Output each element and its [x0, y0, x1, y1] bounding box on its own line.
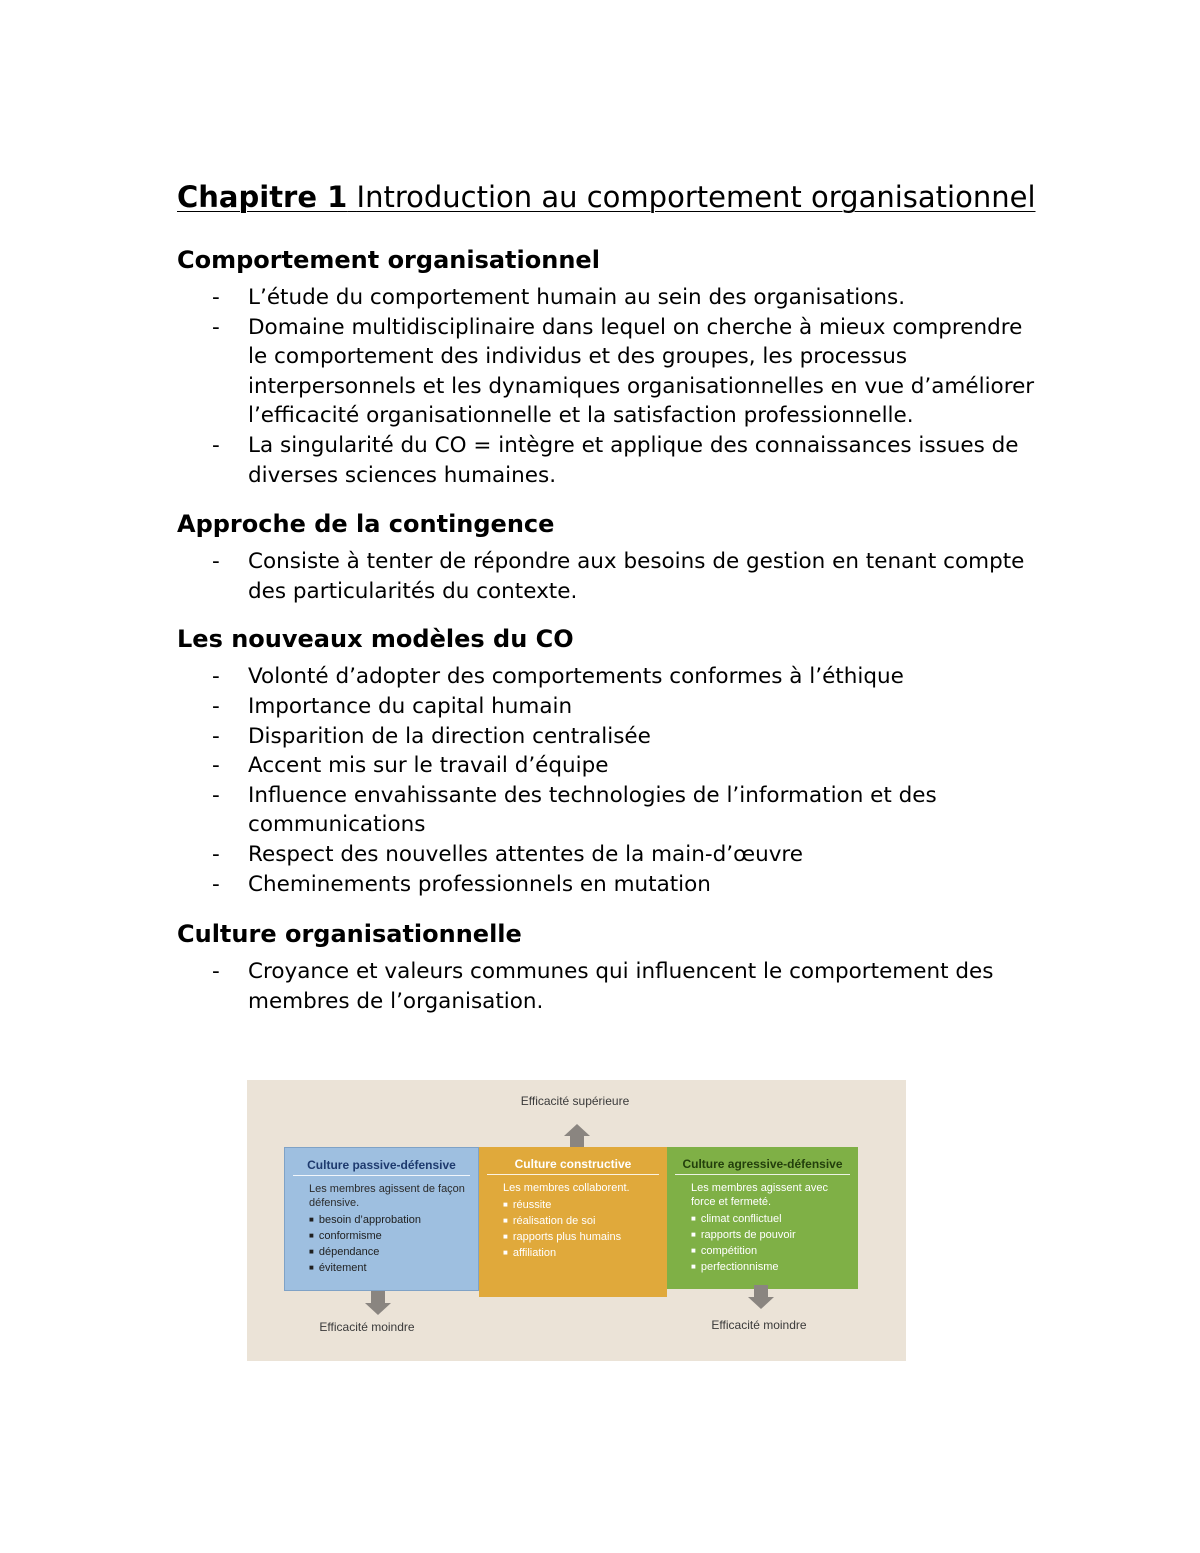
- chapter-number: Chapitre 1: [177, 180, 348, 214]
- list-item-text: Influence envahissante des technologies de l’information et des communications: [248, 782, 937, 838]
- list-item: [177, 692, 1037, 722]
- bullet-dash: -: [212, 314, 220, 340]
- bullet-dash: -: [212, 285, 220, 310]
- box-item: ■ rapports de pouvoir: [691, 1227, 858, 1243]
- box-item: ■ évitement: [309, 1260, 478, 1276]
- list-item: [177, 722, 1037, 752]
- list-item: [177, 870, 1037, 900]
- list-item: [177, 431, 1037, 490]
- box-item: ■ besoin d’approbation: [309, 1212, 478, 1228]
- list-item-text: Consiste à tenter de répondre aux besoins de gestion en tenant compte des particularités du contexte.: [248, 549, 1025, 604]
- box-item: ■ climat conflictuel: [691, 1211, 858, 1227]
- arrow-down-stem: [371, 1291, 385, 1303]
- box-item: ■ réalisation de soi: [503, 1213, 667, 1229]
- aggressive-defensive-box: [667, 1147, 858, 1289]
- list-item: [177, 781, 1037, 840]
- box-item: ■ perfectionnisme: [691, 1259, 858, 1275]
- list-item-text: Importance du capital humain: [248, 693, 573, 719]
- list-item: [177, 547, 1037, 606]
- bullet-dash: -: [212, 959, 220, 985]
- box-title: Culture constructive: [487, 1157, 659, 1175]
- chapter-heading: [177, 176, 1037, 218]
- box-description: Les membres agissent avec force et fermeté.: [691, 1182, 828, 1208]
- section-title: Les nouveaux modèles du CO: [177, 625, 574, 654]
- list-item-text: Respect des nouvelles attentes de la main-d’œuvre: [248, 841, 804, 867]
- list-item-text: La singularité du CO = intègre et applique des connaissances issues de diverses sciences humaines.: [248, 432, 1019, 488]
- arrow-down-icon: [365, 1303, 391, 1315]
- box-item: ■ réussite: [503, 1197, 667, 1213]
- list-item-text: Croyance et valeurs communes qui influencent le comportement des membres de l’organisation.: [248, 959, 994, 1014]
- section-title: Approche de la contingence: [177, 510, 555, 539]
- list-item-text: Domaine multidisciplinaire dans lequel on cherche à mieux comprendre le comportement des individus et des groupes, les processus interpersonnels et les dynamiques organisationnelles en vue d’améliorer l’efficacité organisationnelle et la satisfaction professionnelle.: [248, 314, 1035, 429]
- list-item-text: Accent mis sur le travail d’équipe: [248, 753, 609, 779]
- box-item: ■ dépendance: [309, 1244, 478, 1260]
- bullet-dash: -: [212, 693, 220, 719]
- bullet-dash: -: [212, 549, 220, 575]
- document-content: [177, 176, 1037, 1016]
- list-item: [177, 751, 1037, 781]
- bullet-dash: -: [212, 432, 220, 458]
- bullet-dash: -: [212, 723, 220, 749]
- section-title: Culture organisationnelle: [177, 920, 522, 949]
- box-title: Culture passive-défensive: [293, 1158, 470, 1176]
- box-item: ■ compétition: [691, 1243, 858, 1259]
- culture-diagram-image: [247, 1080, 906, 1361]
- bullet-dash: -: [212, 753, 220, 779]
- efficacy-bottom-left-label: Efficacité moindre: [319, 1320, 415, 1334]
- list-item: [177, 957, 1037, 1016]
- bullet-list: [177, 547, 1037, 606]
- box-item: ■ affiliation: [503, 1245, 667, 1261]
- list-item-text: Volonté d’adopter des comportements conformes à l’éthique: [248, 664, 904, 690]
- box-item: ■ conformisme: [309, 1228, 478, 1244]
- efficacy-top-label: Efficacité supérieure: [520, 1094, 630, 1108]
- box-item: ■ rapports plus humains: [503, 1229, 667, 1245]
- bullet-list: [177, 662, 1037, 899]
- bullet-dash: -: [212, 782, 220, 808]
- box-description: Les membres collaborent.: [503, 1182, 630, 1194]
- efficacy-bottom-right-label: Efficacité moindre: [711, 1318, 807, 1332]
- box-description: Les membres agissent de façon défensive.: [309, 1183, 465, 1209]
- bullet-dash: -: [212, 871, 220, 897]
- chapter-title: Introduction au comportement organisationnel: [356, 180, 1036, 214]
- arrow-down-icon: [748, 1297, 774, 1309]
- bullet-dash: -: [212, 664, 220, 690]
- section-title: Comportement organisationnel: [177, 246, 600, 274]
- bullet-dash: -: [212, 841, 220, 867]
- list-item: [177, 840, 1037, 870]
- list-item: [177, 313, 1037, 431]
- constructive-box: [479, 1147, 667, 1297]
- list-item-text: Cheminements professionnels en mutation: [248, 871, 711, 897]
- bullet-list: [177, 957, 1037, 1016]
- list-item-text: L’étude du comportement humain au sein des organisations.: [248, 285, 906, 310]
- box-title: Culture agressive-défensive: [675, 1157, 850, 1175]
- list-item: [177, 283, 1037, 313]
- list-item-text: Disparition de la direction centralisée: [248, 723, 651, 749]
- bullet-list: [177, 283, 1037, 490]
- passive-defensive-box: [284, 1147, 479, 1291]
- list-item: [177, 662, 1037, 692]
- arrow-down-stem: [754, 1285, 768, 1297]
- arrow-up-icon: [564, 1124, 590, 1136]
